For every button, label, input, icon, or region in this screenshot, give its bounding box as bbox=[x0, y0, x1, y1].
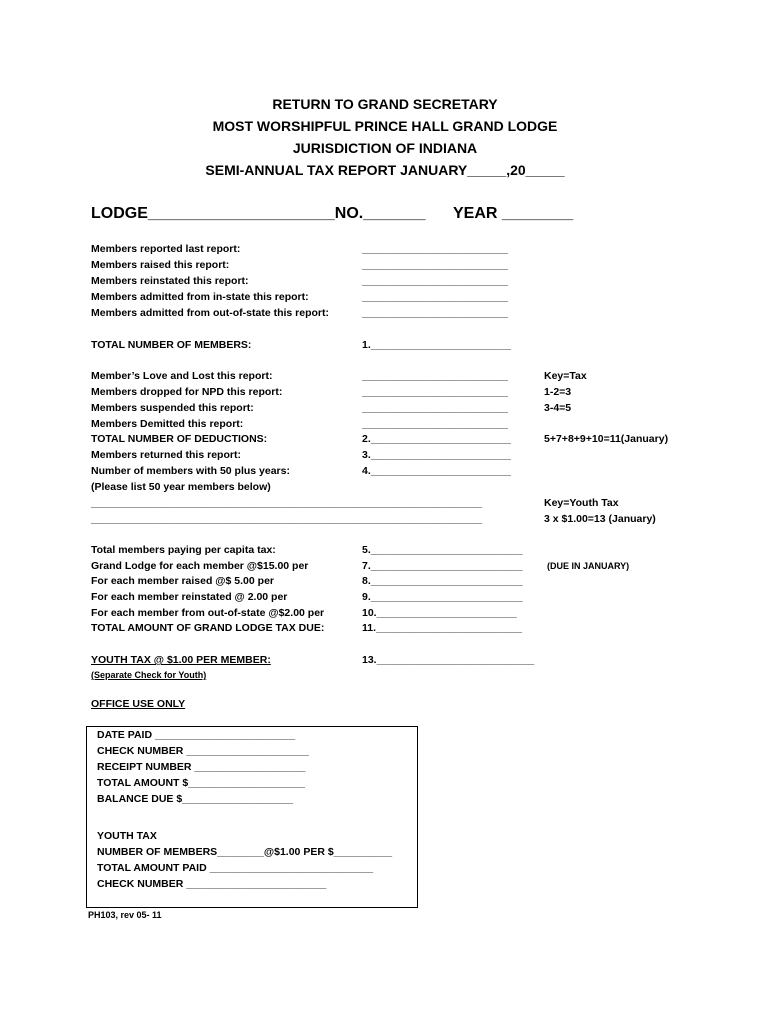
membership-blank[interactable]: _________________________ bbox=[362, 243, 508, 255]
deduction-blank[interactable]: _________________________ bbox=[362, 386, 508, 398]
office-row[interactable]: CHECK NUMBER _____________________ bbox=[97, 745, 309, 757]
membership-label: Members reinstated this report: bbox=[91, 275, 249, 287]
deduction-label: Members Demitted this report: bbox=[91, 418, 244, 430]
deduction-blank[interactable]: 2.________________________ bbox=[362, 433, 511, 445]
fifty-year-members-line[interactable]: ___________________________________________________________________ bbox=[91, 513, 483, 525]
tax-blank[interactable]: 8.__________________________ bbox=[362, 575, 523, 587]
tax-blank[interactable]: 7.__________________________ bbox=[362, 560, 523, 572]
tax-label: For each member raised @$ 5.00 per bbox=[91, 575, 274, 587]
key-tax-line: 5+7+8+9+10=11(January) bbox=[544, 433, 669, 445]
tax-label: Total members paying per capita tax: bbox=[91, 544, 276, 556]
deduction-blank[interactable]: _________________________ bbox=[362, 370, 508, 382]
key-tax-line: Key=Tax bbox=[544, 370, 587, 382]
deduction-label: Members dropped for NPD this report: bbox=[91, 386, 283, 398]
office-row[interactable]: TOTAL AMOUNT $____________________ bbox=[97, 777, 305, 789]
year-field[interactable]: YEAR ________ bbox=[453, 205, 574, 222]
membership-label: Members reported last report: bbox=[91, 243, 241, 255]
tax-label: For each member reinstated @ 2.00 per bbox=[91, 591, 288, 603]
tax-blank[interactable]: 10.________________________ bbox=[362, 607, 517, 619]
lodge-number-field[interactable]: LODGE_____________________NO._______ bbox=[91, 205, 426, 222]
membership-label: Members admitted from out-of-state this report: bbox=[91, 307, 330, 319]
header-line-2: MOST WORSHIPFUL PRINCE HALL GRAND LODGE bbox=[212, 118, 558, 134]
membership-label: Members admitted from in-state this report: bbox=[91, 291, 309, 303]
youth-tax-blank[interactable]: 13.___________________________ bbox=[362, 654, 535, 666]
office-row[interactable]: BALANCE DUE $___________________ bbox=[97, 793, 294, 805]
office-row[interactable]: RECEIPT NUMBER ___________________ bbox=[97, 761, 306, 773]
form-revision-footer: PH103, rev 05- 11 bbox=[88, 910, 162, 920]
tax-blank[interactable]: 5.__________________________ bbox=[362, 544, 523, 556]
total-members-label: TOTAL NUMBER OF MEMBERS: bbox=[91, 339, 252, 351]
deduction-label: TOTAL NUMBER OF DEDUCTIONS: bbox=[91, 433, 268, 445]
deduction-label: (Please list 50 year members below) bbox=[91, 481, 271, 493]
deduction-label: Member’s Love and Lost this report: bbox=[91, 370, 273, 382]
deduction-blank[interactable]: 3.________________________ bbox=[362, 449, 511, 461]
youth-tax-note: (Separate Check for Youth) bbox=[91, 670, 207, 680]
deduction-blank[interactable]: _________________________ bbox=[362, 418, 508, 430]
youth-office-title: YOUTH TAX bbox=[97, 830, 157, 842]
key-tax-line: 3-4=5 bbox=[544, 402, 572, 414]
youth-office-row[interactable]: CHECK NUMBER ________________________ bbox=[97, 878, 327, 890]
deduction-label: Members returned this report: bbox=[91, 449, 241, 461]
tax-label: TOTAL AMOUNT OF GRAND LODGE TAX DUE: bbox=[91, 622, 325, 634]
office-row[interactable]: DATE PAID ________________________ bbox=[97, 729, 296, 741]
tax-blank[interactable]: 11._________________________ bbox=[362, 622, 523, 634]
office-use-title: OFFICE USE ONLY bbox=[91, 698, 186, 710]
key-youth-line: 3 x $1.00=13 (January) bbox=[544, 513, 656, 525]
header-line-3: JURISDICTION OF INDIANA bbox=[292, 140, 478, 156]
total-members-blank[interactable]: 1.________________________ bbox=[362, 339, 511, 351]
tax-label: Grand Lodge for each member @$15.00 per bbox=[91, 560, 309, 572]
membership-label: Members raised this report: bbox=[91, 259, 230, 271]
tax-label: For each member from out-of-state @$2.00 per bbox=[91, 607, 325, 619]
membership-blank[interactable]: _________________________ bbox=[362, 307, 508, 319]
header-line-1: RETURN TO GRAND SECRETARY bbox=[272, 96, 498, 112]
deduction-blank[interactable]: 4.________________________ bbox=[362, 465, 511, 477]
membership-blank[interactable]: _________________________ bbox=[362, 275, 508, 287]
youth-tax-label: YOUTH TAX @ $1.00 PER MEMBER: bbox=[91, 654, 271, 666]
key-tax-line: 1-2=3 bbox=[544, 386, 572, 398]
youth-office-row[interactable]: TOTAL AMOUNT PAID ____________________________ bbox=[97, 862, 374, 874]
key-youth-line: Key=Youth Tax bbox=[544, 497, 619, 509]
due-in-january-note: (DUE IN JANUARY) bbox=[547, 561, 630, 571]
youth-office-row[interactable]: NUMBER OF MEMBERS________@$1.00 PER $__________ bbox=[97, 846, 393, 858]
deduction-label: Number of members with 50 plus years: bbox=[91, 465, 290, 477]
deduction-blank[interactable]: _________________________ bbox=[362, 402, 508, 414]
deduction-label: Members suspended this report: bbox=[91, 402, 254, 414]
membership-blank[interactable]: _________________________ bbox=[362, 259, 508, 271]
tax-blank[interactable]: 9.__________________________ bbox=[362, 591, 523, 603]
fifty-year-members-line[interactable]: ___________________________________________________________________ bbox=[91, 497, 483, 509]
header-line-4: SEMI-ANNUAL TAX REPORT JANUARY_____,20_____ bbox=[205, 162, 565, 178]
membership-blank[interactable]: _________________________ bbox=[362, 291, 508, 303]
